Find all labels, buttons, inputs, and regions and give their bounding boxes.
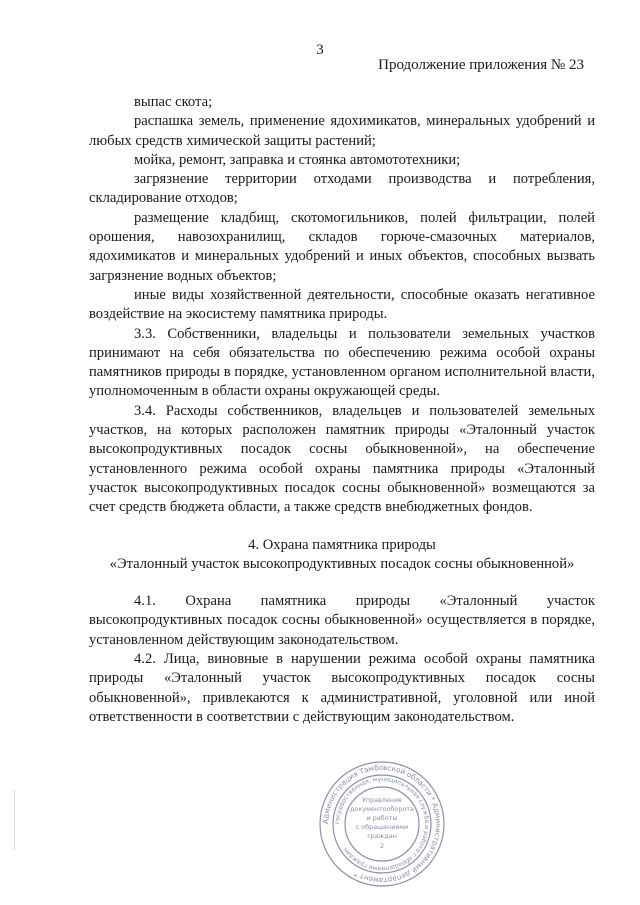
continuation-label: Продолжение приложения № 23 xyxy=(378,57,584,73)
stamp-seal-icon xyxy=(318,760,446,888)
stamp-line: граждан xyxy=(367,832,397,840)
list-item: размещение кладбищ, скотомогильников, полей фильтрации, полей орошения, навозохранилищ, складов горюче-смазочных материалов, ядохимикатов и минеральных удобрений и иных объектов, способных вызвать загрязнение водных объектов; xyxy=(89,209,595,284)
paragraph-3-3: 3.3. Собственники, владельцы и пользователи земельных участков принимают на себя обязательства по обеспечению режима особой охраны памятников природы в порядке, установленном органом исполнительной власти, уполномоченным в области охраны окружающей среды. xyxy=(89,325,595,400)
svg-text:Администрация Тамбовской облас: Администрация Тамбовской области * Административный департамент * xyxy=(320,762,444,886)
section-4-heading xyxy=(89,536,595,575)
section-title: 4. Охрана памятника природы xyxy=(248,536,436,553)
list-item: загрязнение территории отходами производства и потребления, складирование отходов; xyxy=(89,171,595,207)
list-item: мойка, ремонт, заправка и стоянка автомототехники; xyxy=(134,151,461,168)
stamp-line: 2 xyxy=(379,842,385,850)
list-item: выпас скота; xyxy=(134,94,213,110)
svg-text:государственная, муниципальная: государственная, муниципальная служба и работа с обращениями граждан xyxy=(333,775,431,873)
stamp-line: и работы xyxy=(366,814,398,822)
paragraph-4-2: 4.2. Лица, виновные в нарушении режима особой охраны памятника природы «Эталонный участок высокопродуктивных посадок сосны обыкновенной», привлекаются к административной, уголовной или иной ответственности в соответствии с действующим законодательством. xyxy=(89,651,595,725)
paragraph-4-1: 4.1. Охрана памятника природы «Эталонный участок высокопродуктивных посадок сосны обыкновенной» осуществляется в порядке, установленном действующим законодательством. xyxy=(89,593,595,648)
stamp-line: документооборота xyxy=(350,805,414,813)
list-item: распашка земель, применение ядохимикатов, минеральных удобрений и любых средств химической защиты растений; xyxy=(89,113,595,149)
scan-margin-mark xyxy=(14,790,15,850)
page-number: 3 xyxy=(316,42,324,58)
document-body xyxy=(89,93,595,727)
official-stamp xyxy=(318,760,446,893)
list-item: иные виды хозяйственной деятельности, способные оказать негативное воздействие на экосистему памятника природы. xyxy=(89,286,595,323)
stamp-line: Управление xyxy=(361,796,403,804)
section-subtitle: «Эталонный участок высокопродуктивных посадок сосны обыкновенной» xyxy=(109,555,575,572)
stamp-line: с обращениями xyxy=(355,823,409,831)
paragraph-3-4: 3.4. Расходы собственников, владельцев и пользователей земельных участков, на которых расположен памятник природы «Эталонный участок высокопродуктивных посадок сосны обыкновенной», на обеспечение установленного режима особой охраны памятника природы «Эталонный участок высокопродуктивных посадок сосны обыкновенной» возмещаются за счет средств бюджета области, а также средств внебюджетных фондов. xyxy=(89,402,595,516)
